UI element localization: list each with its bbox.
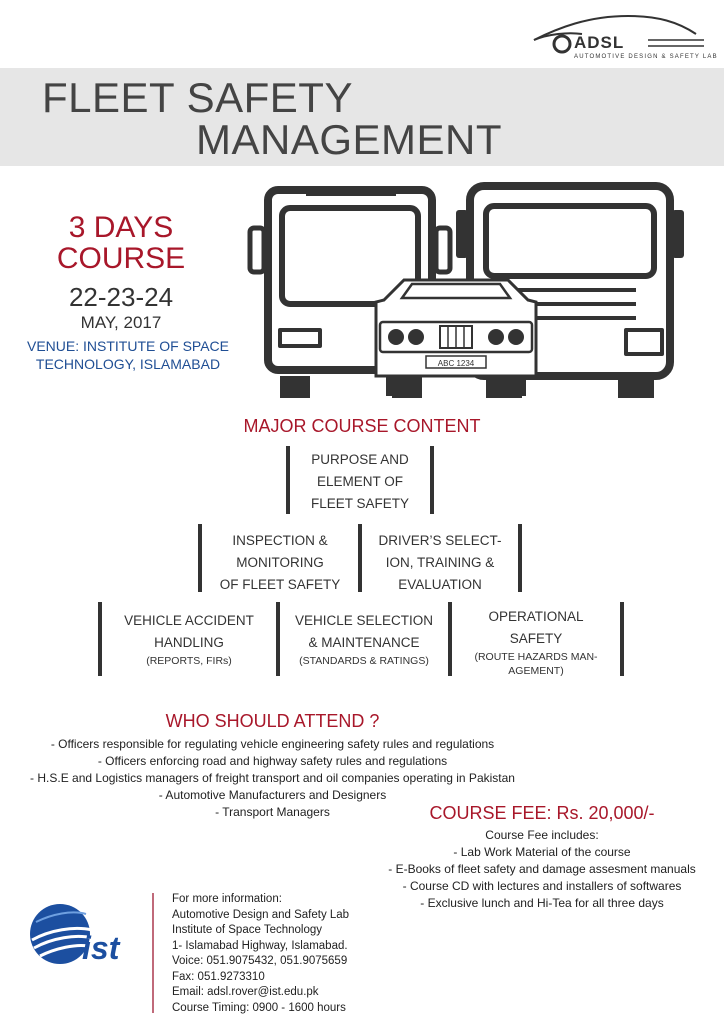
content-note: (ROUTE HAZARDS MAN- [474, 651, 598, 663]
course-duration-line2: COURSE [56, 242, 186, 275]
fee-includes-label: Course Fee includes: [485, 828, 599, 842]
fee-list [372, 827, 712, 912]
contact-line: Institute of Space Technology [172, 924, 323, 936]
page-title-line1: FLEET SAFETY [42, 74, 353, 121]
contact-line: Course Timing: 0900 - 1600 hours [172, 1001, 346, 1014]
content-line: OF FLEET SAFETY [219, 577, 341, 592]
list-item: - Course CD with lectures and installers of softwares [402, 879, 682, 893]
content-line: FLEET SAFETY [310, 496, 410, 511]
attend-title: WHO SHOULD ATTEND ? [165, 711, 380, 731]
content-item-vehicle-selection [280, 610, 448, 668]
content-line: SAFETY [509, 631, 563, 646]
divider [620, 602, 624, 676]
content-item-inspection [202, 530, 358, 596]
content-line: OPERATIONAL [488, 609, 584, 624]
content-line: HANDLING [154, 635, 224, 650]
list-item: - H.S.E and Logistics managers of freight transport and oil companies operating in Pakistan [30, 771, 515, 785]
footer-divider [152, 893, 154, 1013]
content-line: DRIVER’S SELECT- [378, 533, 502, 548]
adsl-name: ADSL [574, 33, 625, 52]
course-venue [22, 337, 234, 373]
contact-line: 1- Islamabad Highway, Islamabad. [172, 939, 348, 952]
list-item: - Exclusive lunch and Hi-Tea for all three days [420, 896, 664, 910]
adsl-subtitle: AUTOMOTIVE DESIGN & SAFETY LAB [574, 54, 718, 60]
adsl-logo [528, 10, 718, 62]
content-item-purpose [290, 449, 430, 515]
car-icon [376, 280, 536, 396]
divider [430, 446, 434, 514]
venue-line2: TECHNOLOGY, ISLAMABAD [35, 356, 221, 372]
contact-info [172, 892, 349, 1016]
contact-line: Voice: 051.9075432, 051.9075659 [172, 955, 348, 967]
contact-line: For more information: [172, 893, 282, 905]
course-dates: 22-23-24 [68, 282, 174, 312]
content-item-driver-selection [362, 530, 518, 596]
list-item: - Officers responsible for regulating vehicle engineering safety rules and regulations [50, 737, 495, 751]
content-line: MONITORING [236, 555, 324, 570]
content-line: ION, TRAINING & [385, 555, 495, 570]
list-item: - E-Books of fleet safety and damage assesment manuals [388, 862, 696, 876]
content-note: (STANDARDS & RATINGS) [299, 655, 429, 667]
page-title-line2: MANAGEMENT [196, 116, 503, 163]
content-line: INSPECTION & [232, 533, 328, 548]
content-line: VEHICLE ACCIDENT [124, 613, 254, 628]
content-line: ELEMENT OF [316, 474, 404, 489]
contact-email[interactable]: Email: adsl.rover@ist.edu.pk [172, 986, 319, 998]
ist-logo-text: ist [82, 930, 120, 966]
venue-line1: VENUE: INSTITUTE OF SPACE [27, 338, 229, 354]
content-line: & MAINTENANCE [308, 635, 420, 650]
contact-line: Automotive Design and Safety Lab [172, 908, 350, 921]
content-item-accident-handling [102, 610, 276, 668]
content-note: AGEMENT) [508, 665, 564, 677]
content-line: EVALUATION [398, 577, 482, 592]
content-note: (REPORTS, FIRs) [146, 655, 232, 667]
list-item: - Lab Work Material of the course [453, 845, 631, 859]
course-month: MAY, 2017 [80, 313, 162, 332]
list-item: - Officers enforcing road and highway safety rules and regulations [97, 754, 448, 768]
course-duration-line1: 3 DAYS [68, 211, 174, 244]
fee-title: COURSE FEE: Rs. 20,000/- [429, 803, 655, 823]
license-plate: ABC 1234 [437, 359, 475, 368]
ist-logo [26, 900, 144, 972]
content-item-operational-safety [452, 606, 620, 678]
list-item: - Transport Managers [215, 805, 330, 819]
vehicles-illustration [246, 180, 686, 402]
list-item: - Automotive Manufacturers and Designers [158, 788, 387, 802]
content-line: VEHICLE SELECTION [294, 613, 434, 628]
content-line: PURPOSE AND [311, 452, 409, 467]
course-content-title: MAJOR COURSE CONTENT [243, 416, 481, 436]
course-duration [0, 212, 242, 274]
divider [518, 524, 522, 592]
contact-line: Fax: 051.9273310 [172, 970, 265, 983]
